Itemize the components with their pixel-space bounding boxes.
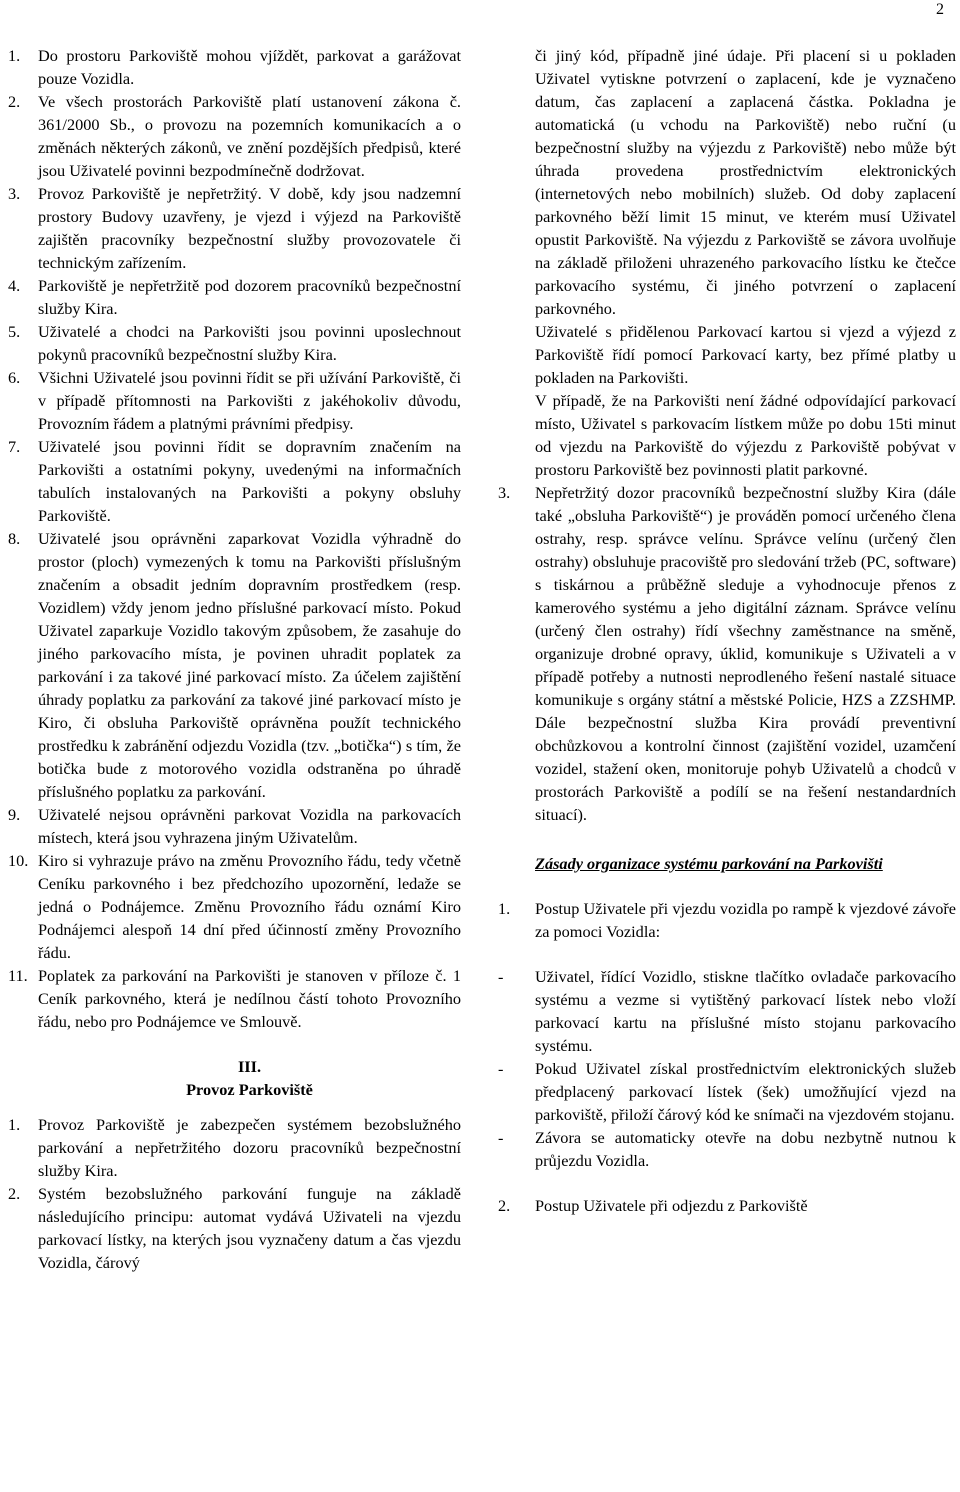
item-number: 1. (8, 46, 21, 65)
item-text: Provoz Parkoviště je nepřetržitý. V době, kdy jsou nadzemní prostory Budovy uzavřeny, je vjezd i výjezd na Parkoviště zajištěn pracovníky bezpečnostní služby provozovatele či technickým zařízením. (38, 184, 461, 272)
item-number: 2. (8, 1184, 21, 1203)
item-text: Uživatelé nejsou oprávněni parkovat Vozidla na parkovacích místech, která jsou vyhrazena jiným Uživatelům. (38, 805, 461, 847)
item-text: Nepřetržitý dozor pracovníků bezpečnostní služby Kira (dále také „obsluha Parkoviště“) je prováděn pomocí určeného člena ostrahy, resp. správce velínu. Správce velínu (určený člen ostrahy) obsluhuje pracoviště pro sledování tržeb (PC, software) s tiskárnou a průběžně sleduje a vyhodnocuje přenos z kamerového systému a jeho digitální záznam. Správce velínu (určený člen ostrahy) řídí všechny zaměstnance na směně, organizuje drobné opravy, úklid, komunikuje s Uživateli a v případě potřeby a nutnosti neprodleného řešení nastalé situace komunikuje s orgány státní a městské Policie, HZS a ZZSHMP. Dále bezpečnostní služba Kira provádí preventivní obchůzkovou a kontrolní činnost (zajištění vozidel, uzamčení vozidel, stažení oken, monitoruje pohyb Uživatelů a chodců v prostorách Parkoviště a podílí se na řešení nestandardních situací). (535, 483, 956, 824)
item-number: 1. (498, 899, 511, 918)
list-item (498, 965, 956, 1057)
list-item (8, 1113, 461, 1182)
list-item (8, 849, 461, 964)
item-text: Pokud Uživatel získal prostřednictvím elektronických služeb předplacený parkovací lístek (šek) umožňující vjezd na parkoviště, přiloží čárový kód ke snímači na vjezdovém stojanu. (535, 1059, 956, 1124)
numbered-list-b (8, 1113, 461, 1274)
section-heading: Zásady organizace systému parkování na Parkovišti (535, 854, 883, 873)
section-number: III. (237, 1057, 262, 1076)
item-text: Uživatelé jsou oprávněni zaparkovat Vozidla výhradně do prostor (ploch) vymezených k tomu na Parkovišti příslušným značením a obsadit jedním dopravním prostředkem (resp. Vozidlem) vždy jenom jedno příslušné parkovací místo. Pokud Uživatel zaparkuje Vozidlo takovým způsobem, že zasahuje do jiného parkovacího místa, je povinen uhradit poplatek za parkování i za takové jiné parkovací místo. Za účelem zajištění úhrady poplatku za parkování za takové jiné parkovací místo je Kiro, či obsluha Parkoviště oprávněna použít technického prostředku k zabránění odjezdu Vozidla (tzv. „botička“) s tím, že botička bude z motorového vozidla odstraněna po úhradě příslušného poplatku za parkování. (38, 529, 461, 801)
list-item (8, 803, 461, 849)
dash-list (498, 965, 956, 1172)
item-number: 10. (8, 851, 29, 870)
item-text: Postup Uživatele při odjezdu z Parkoviště (535, 1196, 808, 1215)
item-number: 6. (8, 368, 21, 387)
item-number: 9. (8, 805, 21, 824)
list-item (8, 44, 461, 90)
list-item (8, 435, 461, 527)
list-item (8, 366, 461, 435)
item-number: 7. (8, 437, 21, 456)
list-item (498, 481, 956, 826)
item-number: 3. (8, 184, 21, 203)
paragraph-no-free-space: V případě, že na Parkovišti není žádné odpovídající parkovací místo, Uživatel s parkovacím lístkem může po dobu 15ti minut od vjezdu na Parkoviště do výjezdu z Parkoviště pobývat v prostoru Parkoviště bez povinnosti platit parkovné. (535, 391, 956, 479)
list-item (8, 274, 461, 320)
right-column (498, 44, 956, 1217)
list-item (8, 527, 461, 803)
item-text: Závora se automaticky otevře na dobu nezbytně nutnou k průjezdu Vozidla. (535, 1128, 956, 1170)
item-text: Systém bezobslužného parkování funguje na základě následujícího principu: automat vydává Uživateli na vjezdu parkovací lístky, na kterých jsou vyznačeny datum a čas vjezdu Vozidla, čárový (38, 1184, 461, 1272)
list-item (8, 90, 461, 182)
list-item (498, 1057, 956, 1126)
item-number: 1. (8, 1115, 21, 1134)
item-number: 2. (498, 1196, 511, 1215)
list-item (498, 1194, 956, 1217)
item-number: 8. (8, 529, 21, 548)
item-number: 5. (8, 322, 21, 341)
list-item (8, 964, 461, 1033)
item-number: - (498, 1128, 504, 1147)
list-item (8, 320, 461, 366)
list-item (498, 1126, 956, 1172)
item-text: Kiro si vyhrazuje právo na změnu Provozního řádu, tedy včetně Ceníku parkovného i bez předchozího upozornění, ledaže se jedná o Podnájemce. Změnu Provozního řádu oznámí Kiro Podnájemci alespoň 14 dní před účinností změny Provozního řádu. (38, 851, 461, 962)
item-text: Uživatelé jsou povinni řídit se dopravním značením na Parkovišti a ostatními pokyny, uvedenými na informačních tabulích instalovaných na Parkovišti a pokyny obsluhy Parkoviště. (38, 437, 461, 525)
item-text: Parkoviště je nepřetržitě pod dozorem pracovníků bezpečnostní služby Kira. (38, 276, 461, 318)
paragraph-ticket-payment: či jiný kód, případně jiné údaje. Při placení si u pokladen Uživatel vytiskne potvrzení o zaplacení, kde je vyznačeno datum, čas zaplacení a zaplacená částka. Pokladna je automatická (u vchodu na Parkoviště) nebo ruční (u bezpečnostní služby na výjezdu z Parkoviště) nebo může být úhrada provedena prostřednictvím elektronických (internetových nebo mobilních) služeb. Od doby zaplacení parkovného běží limit 15 minut, ve kterém musí Uživatel opustit Parkoviště. Na výjezdu z Parkoviště se závora uvolňuje na základě přiloženi uhrazeného parkovacího lístku ke čtečce parkovacího systému, či jiného potvrzení o zaplacení parkovného. (535, 46, 956, 318)
item-text: Všichni Uživatelé jsou povinni řídit se při užívání Parkoviště, či v případě přítomnosti na Parkovišti z jakéhokoliv důvodu, Provozním řádem a platnými právními předpisy. (38, 368, 461, 433)
item-text: Postup Uživatele při vjezdu vozidla po rampě k vjezdové závoře za pomoci Vozidla: (535, 899, 956, 941)
paragraph-parking-card: Uživatelé s přidělenou Parkovací kartou si vjezd a výjezd z Parkoviště řídí pomocí Parkovací karty, bez přímé platby u pokladen na Parkovišti. (535, 322, 956, 387)
item-text: Uživatelé a chodci na Parkovišti jsou povinni uposlechnout pokynů pracovníků bezpečnostní služby Kira. (38, 322, 461, 364)
item-number: 11. (8, 966, 28, 985)
item-text: Uživatel, řídící Vozidlo, stiskne tlačítko ovladače parkovacího systému a vezme si vytištěný parkovací lístek nebo vloží parkovací kartu na příslušné místo stojanu parkovacího systému. (535, 967, 956, 1055)
item-text: Provoz Parkoviště je zabezpečen systémem bezobslužného parkování a nepřetržitého dozoru pracovníků bezpečnostní služby Kira. (38, 1115, 461, 1180)
item-text: Ve všech prostorách Parkoviště platí ustanovení zákona č. 361/2000 Sb., o provozu na pozemních komunikacích a o změnách některých zákonů, ve znění pozdějších předpisů, které jsou Uživatelé povinni bezpodmínečně dodržovat. (38, 92, 461, 180)
item-text: Poplatek za parkování na Parkovišti je stanoven v příloze č. 1 Ceník parkovného, která je nedílnou částí tohoto Provozního řádu, nebo pro Podnájemce ve Smlouvě. (38, 966, 461, 1031)
page-number: 2 (936, 1, 944, 18)
section-title: Provoz Parkoviště (186, 1080, 313, 1099)
item-number: 3. (498, 483, 511, 502)
list-item (498, 897, 956, 943)
item-number: - (498, 967, 504, 986)
item-number: 4. (8, 276, 21, 295)
item-text: Do prostoru Parkoviště mohou vjíždět, parkovat a garážovat pouze Vozidla. (38, 46, 461, 88)
item-number: - (498, 1059, 504, 1078)
list-item (8, 182, 461, 274)
item-number: 2. (8, 92, 21, 111)
list-item (8, 1182, 461, 1274)
numbered-list-a (8, 44, 461, 1033)
left-column (8, 44, 461, 1274)
